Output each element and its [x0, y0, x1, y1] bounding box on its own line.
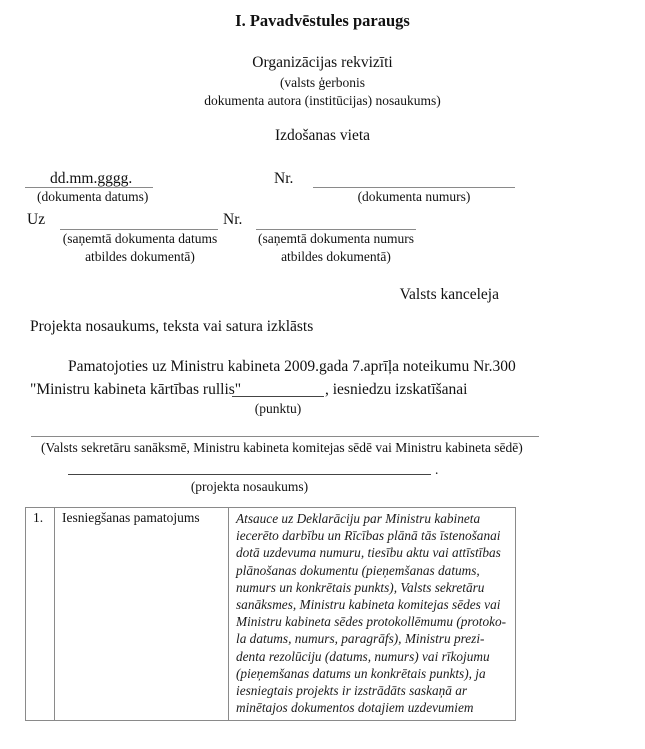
- document-date-line: [25, 187, 153, 188]
- description-line: la datums, numurs, paragrāfs), Ministru prezi-: [236, 631, 485, 647]
- received-number-label: Nr.: [223, 211, 243, 228]
- received-date-line: [60, 229, 218, 230]
- org-heading: Organizācijas rekvizīti: [252, 54, 393, 71]
- org-subline-2: dokumenta autora (institūcijas) nosaukums): [204, 93, 441, 108]
- justification-table: [25, 507, 516, 721]
- row-number: 1.: [26, 508, 55, 721]
- recipient: Valsts kanceleja: [399, 286, 499, 303]
- subject-line: Projekta nosaukums, teksta vai satura izklāsts: [30, 318, 314, 335]
- row-description: [229, 508, 516, 721]
- table-row: [26, 508, 516, 721]
- project-name-caption: (projekta nosaukums): [190, 479, 309, 494]
- description-line: dotā uzdevuma numuru, tiesību aktu vai attīstības: [236, 545, 501, 561]
- body-line-1: Pamatojoties uz Ministru kabineta 2009.gada 7.aprīļa noteikumu Nr.300: [68, 358, 516, 375]
- issue-place: Izdošanas vieta: [274, 127, 371, 144]
- document-title: I. Pavadvēstules paraugs: [235, 11, 410, 30]
- description-line: iesniegtais projekts ir izstrādāts saskaņā ar: [236, 683, 468, 699]
- document-date-caption: (dokumenta datums): [37, 189, 149, 204]
- description-line: iecerēto darbību un Rīcības plānā tās īstenošanai: [236, 528, 501, 544]
- received-number-line: [256, 229, 416, 230]
- org-subline-1: (valsts ģerbonis: [279, 75, 366, 90]
- body-line-2-end: , iesniedzu izskatīšanai: [325, 381, 468, 398]
- reply-to-label: Uz: [27, 211, 46, 228]
- received-date-caption-1: (saņemtā dokumenta datums: [62, 231, 218, 246]
- document-number-line: [313, 187, 515, 188]
- meeting-line: [31, 436, 539, 437]
- description-line: minētajos dokumentos dotajiem uzdevumiem: [236, 700, 474, 716]
- description-line: plānošanas dokumentu (pieņemšanas datums,: [236, 562, 480, 578]
- paragraph-number-caption: (punktu): [254, 401, 302, 416]
- document-date-value: dd.mm.gggg.: [50, 170, 133, 187]
- body-line-2-start: "Ministru kabineta kārtības rullis": [30, 381, 242, 398]
- description-line: sanāksmes, Ministru kabineta komitejas sēdes vai: [236, 597, 501, 613]
- received-date-caption-2: atbildes dokumentā): [85, 249, 195, 264]
- description-line: numurs un konkrētais punkts), Valsts sekretāru: [236, 579, 485, 595]
- document-number-caption: (dokumenta numurs): [357, 189, 471, 204]
- row-label: Iesniegšanas pamatojums: [55, 508, 229, 721]
- project-name-line: [68, 474, 431, 475]
- description-line: denta rezolūciju (datums, numurs) vai rīkojumu: [236, 648, 490, 664]
- description-line: Atsauce uz Deklarāciju par Ministru kabineta: [236, 511, 481, 526]
- received-number-caption-2: atbildes dokumentā): [281, 249, 391, 264]
- meeting-caption: (Valsts sekretāru sanāksmē, Ministru kabineta komitejas sēdē vai Ministru kabineta sēdē): [41, 440, 523, 455]
- description-line: Ministru kabineta sēdes protokollēmumu (protoko-: [236, 614, 507, 630]
- paragraph-number-line: [232, 396, 324, 397]
- received-number-caption-1: (saņemtā dokumenta numurs: [258, 231, 414, 246]
- project-name-period: .: [435, 462, 439, 477]
- document-number-label: Nr.: [274, 170, 294, 187]
- description-line: (pieņemšanas datums un konkrētais punkts), ja: [236, 665, 486, 681]
